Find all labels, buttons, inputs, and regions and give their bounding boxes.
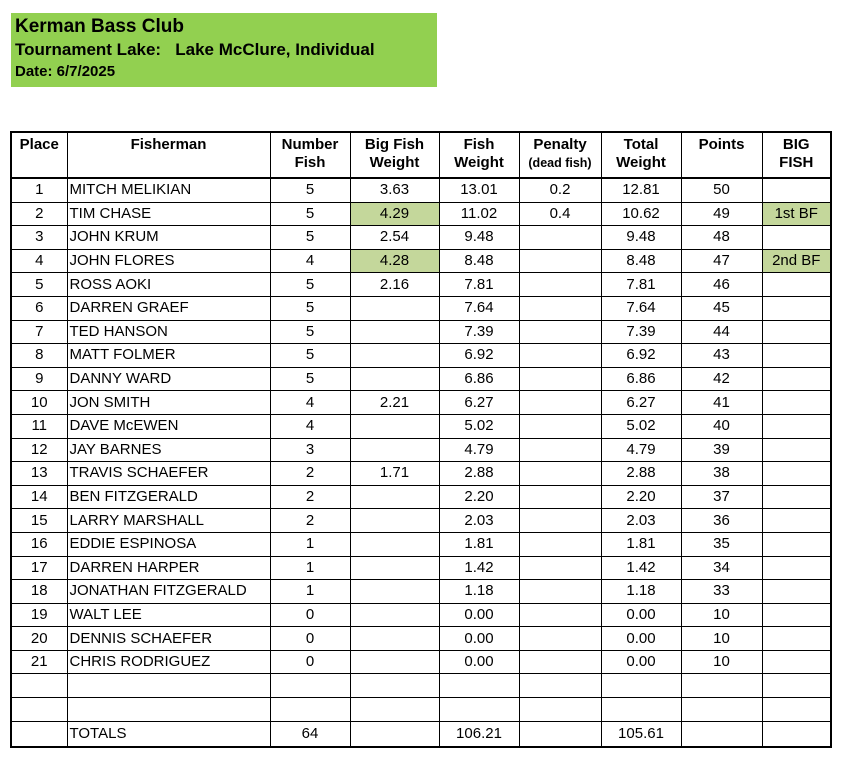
big-fish-weight-cell: 2.16 xyxy=(350,273,439,297)
number-fish-cell: 1 xyxy=(270,532,350,556)
totals-fish-weight: 106.21 xyxy=(439,721,519,747)
fisherman-cell: TRAVIS SCHAEFER xyxy=(67,462,270,486)
table-row xyxy=(11,178,831,202)
total-weight-cell: 10.62 xyxy=(601,202,681,226)
number-fish-cell: 0 xyxy=(270,627,350,651)
fisherman-cell: BEN FITZGERALD xyxy=(67,485,270,509)
number-fish-cell: 2 xyxy=(270,462,350,486)
total-weight-cell: 6.27 xyxy=(601,391,681,415)
big-fish-weight-cell xyxy=(350,627,439,651)
penalty-cell xyxy=(519,603,601,627)
place-cell: 12 xyxy=(11,438,67,462)
number-fish-cell: 1 xyxy=(270,580,350,604)
big-fish-award-cell xyxy=(762,556,831,580)
totals-place xyxy=(11,721,67,747)
fisherman-cell: CHRIS RODRIGUEZ xyxy=(67,650,270,674)
table-row xyxy=(11,202,831,226)
total-weight-cell: 5.02 xyxy=(601,414,681,438)
fish-weight-cell: 2.20 xyxy=(439,485,519,509)
place-cell: 8 xyxy=(11,344,67,368)
table-row xyxy=(11,249,831,273)
fish-weight-cell: 6.92 xyxy=(439,344,519,368)
empty-cell xyxy=(350,698,439,722)
big-fish-award-cell xyxy=(762,296,831,320)
table-row xyxy=(11,485,831,509)
totals-points xyxy=(681,721,762,747)
fisherman-cell: TED HANSON xyxy=(67,320,270,344)
totals-total-weight: 105.61 xyxy=(601,721,681,747)
big-fish-award-cell xyxy=(762,603,831,627)
table-row xyxy=(11,650,831,674)
number-fish-cell: 5 xyxy=(270,273,350,297)
empty-cell xyxy=(762,674,831,698)
big-fish-weight-cell: 4.28 xyxy=(350,249,439,273)
big-fish-award-cell xyxy=(762,627,831,651)
total-weight-cell: 0.00 xyxy=(601,627,681,651)
fisherman-cell: JOHN FLORES xyxy=(67,249,270,273)
number-fish-cell: 5 xyxy=(270,296,350,320)
fish-weight-cell: 2.88 xyxy=(439,462,519,486)
big-fish-weight-cell xyxy=(350,556,439,580)
fisherman-cell: WALT LEE xyxy=(67,603,270,627)
fisherman-cell: TIM CHASE xyxy=(67,202,270,226)
table-row xyxy=(11,532,831,556)
penalty-cell xyxy=(519,627,601,651)
points-cell: 36 xyxy=(681,509,762,533)
big-fish-award-cell xyxy=(762,367,831,391)
points-cell: 50 xyxy=(681,178,762,202)
empty-cell xyxy=(270,674,350,698)
penalty-cell xyxy=(519,344,601,368)
number-fish-cell: 5 xyxy=(270,344,350,368)
total-weight-cell: 1.42 xyxy=(601,556,681,580)
points-cell: 45 xyxy=(681,296,762,320)
table-row xyxy=(11,391,831,415)
place-cell: 1 xyxy=(11,178,67,202)
penalty-cell xyxy=(519,273,601,297)
header-row xyxy=(11,132,831,178)
fisherman-cell: DARREN HARPER xyxy=(67,556,270,580)
place-cell: 16 xyxy=(11,532,67,556)
big-fish-weight-cell xyxy=(350,296,439,320)
empty-cell xyxy=(601,674,681,698)
table-row xyxy=(11,627,831,651)
points-cell: 33 xyxy=(681,580,762,604)
fish-weight-cell: 6.27 xyxy=(439,391,519,415)
place-cell: 6 xyxy=(11,296,67,320)
fisherman-cell: ROSS AOKI xyxy=(67,273,270,297)
penalty-cell xyxy=(519,414,601,438)
fish-weight-cell: 0.00 xyxy=(439,627,519,651)
table-row xyxy=(11,320,831,344)
number-fish-cell: 1 xyxy=(270,556,350,580)
penalty-cell xyxy=(519,462,601,486)
number-fish-cell: 4 xyxy=(270,249,350,273)
fish-weight-cell: 11.02 xyxy=(439,202,519,226)
total-weight-cell: 8.48 xyxy=(601,249,681,273)
big-fish-weight-cell: 2.21 xyxy=(350,391,439,415)
empty-row xyxy=(11,698,831,722)
total-weight-cell: 7.81 xyxy=(601,273,681,297)
big-fish-award-cell xyxy=(762,226,831,250)
place-cell: 7 xyxy=(11,320,67,344)
big-fish-weight-cell: 2.54 xyxy=(350,226,439,250)
fish-weight-cell: 0.00 xyxy=(439,603,519,627)
big-fish-award-cell xyxy=(762,438,831,462)
points-cell: 43 xyxy=(681,344,762,368)
fisherman-cell: EDDIE ESPINOSA xyxy=(67,532,270,556)
number-fish-cell: 0 xyxy=(270,650,350,674)
penalty-cell xyxy=(519,532,601,556)
penalty-cell xyxy=(519,391,601,415)
big-fish-weight-cell: 3.63 xyxy=(350,178,439,202)
number-fish-cell: 4 xyxy=(270,391,350,415)
number-fish-cell: 0 xyxy=(270,603,350,627)
place-cell: 3 xyxy=(11,226,67,250)
total-weight-cell: 0.00 xyxy=(601,603,681,627)
big-fish-award-cell xyxy=(762,580,831,604)
penalty-cell xyxy=(519,320,601,344)
points-cell: 44 xyxy=(681,320,762,344)
fisherman-cell: DANNY WARD xyxy=(67,367,270,391)
empty-cell xyxy=(67,698,270,722)
number-fish-cell: 2 xyxy=(270,509,350,533)
fisherman-cell: DENNIS SCHAEFER xyxy=(67,627,270,651)
table-row xyxy=(11,438,831,462)
totals-label: TOTALS xyxy=(67,721,270,747)
col-fish-weight: Fish Weight xyxy=(439,132,519,178)
number-fish-cell: 5 xyxy=(270,202,350,226)
place-cell: 14 xyxy=(11,485,67,509)
points-cell: 46 xyxy=(681,273,762,297)
place-cell: 13 xyxy=(11,462,67,486)
big-fish-award-cell: 2nd BF xyxy=(762,249,831,273)
empty-cell xyxy=(11,698,67,722)
big-fish-award-cell xyxy=(762,391,831,415)
points-cell: 38 xyxy=(681,462,762,486)
penalty-cell xyxy=(519,650,601,674)
fisherman-cell: DAVE McEWEN xyxy=(67,414,270,438)
points-cell: 48 xyxy=(681,226,762,250)
total-weight-cell: 7.64 xyxy=(601,296,681,320)
empty-cell xyxy=(11,674,67,698)
big-fish-award-cell xyxy=(762,344,831,368)
col-penalty: Penalty (dead fish) xyxy=(519,132,601,178)
report-header xyxy=(11,13,437,87)
penalty-cell xyxy=(519,296,601,320)
fish-weight-cell: 7.81 xyxy=(439,273,519,297)
place-cell: 20 xyxy=(11,627,67,651)
penalty-cell xyxy=(519,509,601,533)
place-cell: 18 xyxy=(11,580,67,604)
total-weight-cell: 1.18 xyxy=(601,580,681,604)
date-line: Date: 6/7/2025 xyxy=(15,63,116,80)
place-cell: 9 xyxy=(11,367,67,391)
totals-row xyxy=(11,721,831,747)
table-row xyxy=(11,273,831,297)
table-row xyxy=(11,296,831,320)
big-fish-weight-cell xyxy=(350,438,439,462)
big-fish-award-cell xyxy=(762,273,831,297)
penalty-cell xyxy=(519,226,601,250)
number-fish-cell: 4 xyxy=(270,414,350,438)
penalty-cell xyxy=(519,485,601,509)
empty-cell xyxy=(762,698,831,722)
big-fish-weight-cell xyxy=(350,414,439,438)
total-weight-cell: 1.81 xyxy=(601,532,681,556)
fish-weight-cell: 9.48 xyxy=(439,226,519,250)
place-cell: 11 xyxy=(11,414,67,438)
points-cell: 40 xyxy=(681,414,762,438)
empty-cell xyxy=(439,674,519,698)
total-weight-cell: 2.88 xyxy=(601,462,681,486)
fisherman-cell: JON SMITH xyxy=(67,391,270,415)
points-cell: 41 xyxy=(681,391,762,415)
place-cell: 15 xyxy=(11,509,67,533)
empty-cell xyxy=(519,674,601,698)
total-weight-cell: 2.03 xyxy=(601,509,681,533)
big-fish-weight-cell xyxy=(350,509,439,533)
number-fish-cell: 5 xyxy=(270,178,350,202)
penalty-cell xyxy=(519,556,601,580)
fish-weight-cell: 1.81 xyxy=(439,532,519,556)
points-cell: 37 xyxy=(681,485,762,509)
table-row xyxy=(11,556,831,580)
penalty-cell xyxy=(519,438,601,462)
big-fish-award-cell xyxy=(762,462,831,486)
total-weight-cell: 2.20 xyxy=(601,485,681,509)
penalty-cell: 0.4 xyxy=(519,202,601,226)
empty-cell xyxy=(350,674,439,698)
fisherman-cell: JAY BARNES xyxy=(67,438,270,462)
big-fish-award-cell xyxy=(762,178,831,202)
table-row xyxy=(11,603,831,627)
points-cell: 34 xyxy=(681,556,762,580)
big-fish-weight-cell xyxy=(350,485,439,509)
big-fish-weight-cell xyxy=(350,320,439,344)
empty-cell xyxy=(681,674,762,698)
number-fish-cell: 5 xyxy=(270,320,350,344)
table-row xyxy=(11,580,831,604)
table-row xyxy=(11,344,831,368)
big-fish-award-cell xyxy=(762,485,831,509)
points-cell: 42 xyxy=(681,367,762,391)
fisherman-cell: JOHN KRUM xyxy=(67,226,270,250)
big-fish-award-cell xyxy=(762,650,831,674)
total-weight-cell: 6.92 xyxy=(601,344,681,368)
place-cell: 19 xyxy=(11,603,67,627)
fish-weight-cell: 7.64 xyxy=(439,296,519,320)
big-fish-weight-cell xyxy=(350,650,439,674)
penalty-cell xyxy=(519,367,601,391)
fish-weight-cell: 1.42 xyxy=(439,556,519,580)
points-cell: 35 xyxy=(681,532,762,556)
fisherman-cell: LARRY MARSHALL xyxy=(67,509,270,533)
fish-weight-cell: 8.48 xyxy=(439,249,519,273)
fish-weight-cell: 6.86 xyxy=(439,367,519,391)
totals-big-fish xyxy=(350,721,439,747)
col-big-fish: BIG FISH xyxy=(762,132,831,178)
fisherman-cell: JONATHAN FITZGERALD xyxy=(67,580,270,604)
col-fisherman: Fisherman xyxy=(67,132,270,178)
tournament-lake-line: Tournament Lake: Lake McClure, Individual xyxy=(15,40,375,59)
place-cell: 10 xyxy=(11,391,67,415)
empty-cell xyxy=(67,674,270,698)
total-weight-cell: 7.39 xyxy=(601,320,681,344)
place-cell: 5 xyxy=(11,273,67,297)
table-row xyxy=(11,226,831,250)
big-fish-award-cell xyxy=(762,320,831,344)
results-table xyxy=(10,131,832,748)
fisherman-cell: DARREN GRAEF xyxy=(67,296,270,320)
table-row xyxy=(11,367,831,391)
big-fish-weight-cell: 1.71 xyxy=(350,462,439,486)
penalty-cell: 0.2 xyxy=(519,178,601,202)
total-weight-cell: 6.86 xyxy=(601,367,681,391)
big-fish-award-cell xyxy=(762,414,831,438)
fisherman-cell: MITCH MELIKIAN xyxy=(67,178,270,202)
col-total-weight: Total Weight xyxy=(601,132,681,178)
fish-weight-cell: 7.39 xyxy=(439,320,519,344)
total-weight-cell: 12.81 xyxy=(601,178,681,202)
penalty-cell xyxy=(519,580,601,604)
empty-cell xyxy=(439,698,519,722)
points-cell: 39 xyxy=(681,438,762,462)
total-weight-cell: 0.00 xyxy=(601,650,681,674)
col-number-fish: Number Fish xyxy=(270,132,350,178)
totals-number-fish: 64 xyxy=(270,721,350,747)
totals-penalty xyxy=(519,721,601,747)
big-fish-weight-cell: 4.29 xyxy=(350,202,439,226)
big-fish-award-cell: 1st BF xyxy=(762,202,831,226)
col-points: Points xyxy=(681,132,762,178)
fisherman-cell: MATT FOLMER xyxy=(67,344,270,368)
table-row xyxy=(11,462,831,486)
penalty-cell xyxy=(519,249,601,273)
empty-row xyxy=(11,674,831,698)
col-big-fish-weight: Big Fish Weight xyxy=(350,132,439,178)
big-fish-weight-cell xyxy=(350,367,439,391)
fish-weight-cell: 0.00 xyxy=(439,650,519,674)
empty-cell xyxy=(681,698,762,722)
place-cell: 17 xyxy=(11,556,67,580)
place-cell: 4 xyxy=(11,249,67,273)
points-cell: 49 xyxy=(681,202,762,226)
col-place: Place xyxy=(11,132,67,178)
totals-big-fish-award xyxy=(762,721,831,747)
big-fish-weight-cell xyxy=(350,580,439,604)
points-cell: 10 xyxy=(681,627,762,651)
points-cell: 10 xyxy=(681,650,762,674)
big-fish-award-cell xyxy=(762,532,831,556)
empty-cell xyxy=(601,698,681,722)
total-weight-cell: 9.48 xyxy=(601,226,681,250)
points-cell: 10 xyxy=(681,603,762,627)
number-fish-cell: 5 xyxy=(270,226,350,250)
total-weight-cell: 4.79 xyxy=(601,438,681,462)
big-fish-weight-cell xyxy=(350,532,439,556)
place-cell: 21 xyxy=(11,650,67,674)
place-cell: 2 xyxy=(11,202,67,226)
empty-cell xyxy=(270,698,350,722)
fish-weight-cell: 13.01 xyxy=(439,178,519,202)
table-row xyxy=(11,509,831,533)
fish-weight-cell: 1.18 xyxy=(439,580,519,604)
empty-cell xyxy=(519,698,601,722)
fish-weight-cell: 5.02 xyxy=(439,414,519,438)
number-fish-cell: 3 xyxy=(270,438,350,462)
points-cell: 47 xyxy=(681,249,762,273)
number-fish-cell: 5 xyxy=(270,367,350,391)
table-row xyxy=(11,414,831,438)
big-fish-award-cell xyxy=(762,509,831,533)
number-fish-cell: 2 xyxy=(270,485,350,509)
fish-weight-cell: 2.03 xyxy=(439,509,519,533)
big-fish-weight-cell xyxy=(350,344,439,368)
fish-weight-cell: 4.79 xyxy=(439,438,519,462)
club-title: Kerman Bass Club xyxy=(15,16,184,37)
big-fish-weight-cell xyxy=(350,603,439,627)
